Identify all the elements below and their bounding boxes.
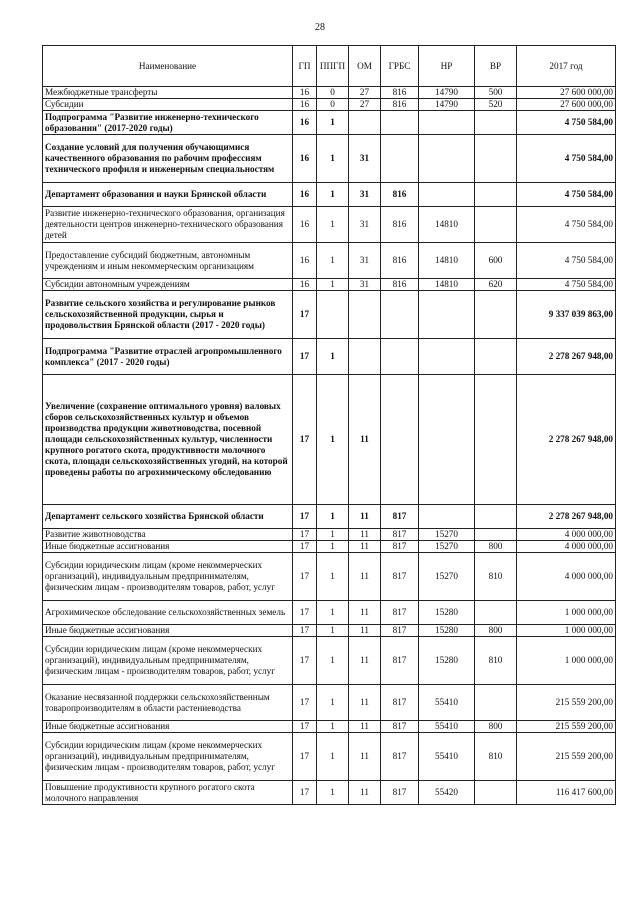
cell-gp: 16: [293, 183, 317, 207]
cell-nr: [419, 505, 475, 529]
cell-vr: 520: [475, 99, 517, 111]
cell-ppgp: 1: [317, 243, 349, 279]
cell-grbs: 817: [381, 541, 419, 553]
cell-om: 11: [349, 781, 381, 805]
table-row: [43, 637, 616, 685]
cell-amount: 2 278 267 948,00: [517, 375, 616, 505]
cell-nr: 14790: [419, 99, 475, 111]
cell-amount: 4 000 000,00: [517, 553, 616, 601]
cell-nr: 14810: [419, 279, 475, 291]
cell-gp: 17: [293, 375, 317, 505]
cell-om: 11: [349, 685, 381, 721]
cell-grbs: [381, 135, 419, 183]
cell-ppgp: 1: [317, 279, 349, 291]
cell-grbs: 817: [381, 529, 419, 541]
cell-ppgp: 0: [317, 99, 349, 111]
cell-om: 11: [349, 733, 381, 781]
cell-ppgp: 1: [317, 375, 349, 505]
cell-nr: [419, 375, 475, 505]
cell-ppgp: 1: [317, 685, 349, 721]
cell-amount: 4 750 584,00: [517, 207, 616, 243]
cell-ppgp: 1: [317, 339, 349, 375]
row-name: Развитие инженерно-технического образования, организация деятельности центров инженерно-технического образования детей: [43, 207, 293, 243]
cell-om: 11: [349, 721, 381, 733]
table-row: [43, 207, 616, 243]
cell-gp: 16: [293, 135, 317, 183]
header-nr: НР: [419, 46, 475, 87]
cell-gp: 17: [293, 733, 317, 781]
cell-vr: [475, 291, 517, 339]
table-row: [43, 87, 616, 99]
cell-ppgp: [317, 291, 349, 339]
cell-amount: 4 750 584,00: [517, 243, 616, 279]
cell-om: 31: [349, 207, 381, 243]
row-name: Подпрограмма "Развитие отраслей агропромышленного комплекса" (2017 - 2020 годы): [43, 339, 293, 375]
cell-vr: [475, 135, 517, 183]
cell-amount: 4 750 584,00: [517, 279, 616, 291]
cell-om: 11: [349, 505, 381, 529]
row-name: Иные бюджетные ассигнования: [43, 625, 293, 637]
header-gp: ГП: [293, 46, 317, 87]
table-row: [43, 339, 616, 375]
table-row: [43, 279, 616, 291]
cell-vr: 810: [475, 733, 517, 781]
cell-gp: 17: [293, 505, 317, 529]
cell-om: 31: [349, 135, 381, 183]
row-name: Иные бюджетные ассигнования: [43, 721, 293, 733]
header-ppgp: ППГП: [317, 46, 349, 87]
cell-ppgp: 1: [317, 625, 349, 637]
cell-vr: 810: [475, 637, 517, 685]
cell-gp: 17: [293, 637, 317, 685]
cell-amount: 9 337 039 863,00: [517, 291, 616, 339]
row-name: Оказание несвязанной поддержки сельскохозяйственным товаропроизводителям в области растениеводства: [43, 685, 293, 721]
cell-nr: 15270: [419, 529, 475, 541]
table-body: [43, 87, 616, 805]
cell-grbs: 817: [381, 637, 419, 685]
cell-grbs: 817: [381, 601, 419, 625]
row-name: Развитие сельского хозяйства и регулирование рынков сельскохозяйственной продукции, сырья и продовольствия Брянской области (2017 - 2020 годы): [43, 291, 293, 339]
cell-vr: [475, 781, 517, 805]
cell-gp: 17: [293, 781, 317, 805]
cell-ppgp: 0: [317, 87, 349, 99]
cell-nr: 15270: [419, 553, 475, 601]
cell-nr: [419, 135, 475, 183]
cell-amount: 4 000 000,00: [517, 529, 616, 541]
cell-ppgp: 1: [317, 505, 349, 529]
table-row: [43, 733, 616, 781]
cell-amount: 215 559 200,00: [517, 685, 616, 721]
table-row: [43, 685, 616, 721]
cell-nr: 55410: [419, 721, 475, 733]
cell-vr: 500: [475, 87, 517, 99]
cell-vr: [475, 601, 517, 625]
cell-nr: 14790: [419, 87, 475, 99]
cell-om: [349, 111, 381, 135]
table-row: [43, 529, 616, 541]
table-row: [43, 291, 616, 339]
table-row: [43, 135, 616, 183]
cell-vr: [475, 375, 517, 505]
cell-om: [349, 339, 381, 375]
cell-amount: 2 278 267 948,00: [517, 505, 616, 529]
cell-om: 11: [349, 529, 381, 541]
row-name: Увеличение (сохранение оптимального уровня) валовых сборов сельскохозяйственных культур и объемов производства продукции животноводства, посевной площади сельскохозяйственных культур, численности крупного рогатого скота, продуктивности молочного скота, площади сельскохозяйственных угодий, на которой проведены работы по агрохимическому обследованию: [43, 375, 293, 505]
table-row: [43, 625, 616, 637]
row-name: Повышение продуктивности крупного рогатого скота молочного направления: [43, 781, 293, 805]
header-om: ОМ: [349, 46, 381, 87]
cell-nr: 55410: [419, 685, 475, 721]
cell-gp: 17: [293, 553, 317, 601]
cell-amount: 215 559 200,00: [517, 733, 616, 781]
cell-grbs: 817: [381, 553, 419, 601]
cell-ppgp: 1: [317, 183, 349, 207]
cell-grbs: 816: [381, 207, 419, 243]
row-name: Развитие животноводства: [43, 529, 293, 541]
cell-om: 27: [349, 87, 381, 99]
cell-ppgp: 1: [317, 733, 349, 781]
cell-grbs: 817: [381, 505, 419, 529]
cell-nr: [419, 183, 475, 207]
header-name: Наименование: [43, 46, 293, 87]
cell-gp: 16: [293, 87, 317, 99]
cell-ppgp: 1: [317, 111, 349, 135]
cell-nr: 55410: [419, 733, 475, 781]
cell-grbs: [381, 111, 419, 135]
cell-vr: 800: [475, 625, 517, 637]
cell-gp: 17: [293, 339, 317, 375]
row-name: Субсидии автономным учреждениям: [43, 279, 293, 291]
cell-gp: 17: [293, 685, 317, 721]
cell-amount: 4 750 584,00: [517, 183, 616, 207]
cell-ppgp: 1: [317, 529, 349, 541]
table-row: [43, 111, 616, 135]
table-row: [43, 183, 616, 207]
cell-vr: [475, 529, 517, 541]
cell-nr: 15280: [419, 601, 475, 625]
cell-gp: 17: [293, 601, 317, 625]
cell-amount: 27 600 000,00: [517, 99, 616, 111]
row-name: Субсидии юридическим лицам (кроме некоммерческих организаций), индивидуальным предпринимателям, физическим лицам - производителям товаров, работ, услуг: [43, 553, 293, 601]
header-year-2017: 2017 год: [517, 46, 616, 87]
cell-om: 11: [349, 625, 381, 637]
cell-amount: 1 000 000,00: [517, 601, 616, 625]
cell-grbs: 817: [381, 733, 419, 781]
cell-om: 11: [349, 541, 381, 553]
cell-nr: 15280: [419, 625, 475, 637]
cell-gp: 17: [293, 291, 317, 339]
table-row: [43, 553, 616, 601]
cell-om: 11: [349, 553, 381, 601]
cell-nr: 55420: [419, 781, 475, 805]
row-name: Подпрограмма "Развитие инженерно-технического образования" (2017-2020 годы): [43, 111, 293, 135]
page-number: 28: [315, 22, 325, 33]
table-row: [43, 541, 616, 553]
cell-grbs: 817: [381, 625, 419, 637]
cell-gp: 16: [293, 111, 317, 135]
row-name: Предоставление субсидий бюджетным, автономным учреждениям и иным некоммерческим организациям: [43, 243, 293, 279]
cell-nr: [419, 291, 475, 339]
cell-om: 11: [349, 375, 381, 505]
cell-om: 31: [349, 183, 381, 207]
row-name: Департамент сельского хозяйства Брянской области: [43, 505, 293, 529]
table-row: [43, 505, 616, 529]
row-name: Субсидии юридическим лицам (кроме некоммерческих организаций), индивидуальным предпринимателям, физическим лицам - производителям товаров, работ, услуг: [43, 733, 293, 781]
cell-gp: 17: [293, 541, 317, 553]
row-name: Создание условий для получения обучающимися качественного образования по рабочим профессиям технического профиля и инженерным специальностям: [43, 135, 293, 183]
cell-amount: 2 278 267 948,00: [517, 339, 616, 375]
cell-nr: 15280: [419, 637, 475, 685]
cell-om: 27: [349, 99, 381, 111]
cell-vr: [475, 339, 517, 375]
cell-nr: 15270: [419, 541, 475, 553]
cell-ppgp: 1: [317, 781, 349, 805]
cell-ppgp: 1: [317, 541, 349, 553]
cell-vr: [475, 505, 517, 529]
row-name: Субсидии: [43, 99, 293, 111]
cell-ppgp: 1: [317, 637, 349, 685]
cell-vr: 800: [475, 721, 517, 733]
row-name: Межбюджетные трансферты: [43, 87, 293, 99]
cell-gp: 16: [293, 207, 317, 243]
row-name: Иные бюджетные ассигнования: [43, 541, 293, 553]
cell-vr: 620: [475, 279, 517, 291]
cell-amount: 4 000 000,00: [517, 541, 616, 553]
cell-grbs: [381, 291, 419, 339]
cell-nr: 14810: [419, 243, 475, 279]
cell-vr: [475, 183, 517, 207]
cell-vr: 810: [475, 553, 517, 601]
cell-nr: [419, 339, 475, 375]
cell-vr: 800: [475, 541, 517, 553]
cell-grbs: 817: [381, 721, 419, 733]
cell-grbs: 816: [381, 243, 419, 279]
cell-amount: 1 000 000,00: [517, 637, 616, 685]
cell-ppgp: 1: [317, 721, 349, 733]
table-row: [43, 781, 616, 805]
cell-grbs: 817: [381, 685, 419, 721]
cell-nr: 14810: [419, 207, 475, 243]
table-row: [43, 243, 616, 279]
table-row: [43, 721, 616, 733]
cell-grbs: 817: [381, 781, 419, 805]
cell-om: 11: [349, 637, 381, 685]
cell-om: [349, 291, 381, 339]
cell-ppgp: 1: [317, 553, 349, 601]
cell-gp: 17: [293, 529, 317, 541]
cell-vr: [475, 685, 517, 721]
cell-gp: 17: [293, 721, 317, 733]
cell-amount: 27 600 000,00: [517, 87, 616, 99]
row-name: Субсидии юридическим лицам (кроме некоммерческих организаций), индивидуальным предпринимателям, физическим лицам - производителям товаров, работ, услуг: [43, 637, 293, 685]
cell-grbs: 816: [381, 99, 419, 111]
cell-grbs: 816: [381, 183, 419, 207]
cell-grbs: [381, 339, 419, 375]
table-row: [43, 601, 616, 625]
row-name: Департамент образования и науки Брянской области: [43, 183, 293, 207]
cell-amount: 4 750 584,00: [517, 135, 616, 183]
cell-om: 31: [349, 243, 381, 279]
cell-ppgp: 1: [317, 207, 349, 243]
table-row: [43, 375, 616, 505]
cell-amount: 215 559 200,00: [517, 721, 616, 733]
cell-vr: 600: [475, 243, 517, 279]
cell-amount: 1 000 000,00: [517, 625, 616, 637]
cell-gp: 16: [293, 243, 317, 279]
header-vr: ВР: [475, 46, 517, 87]
cell-grbs: 816: [381, 279, 419, 291]
cell-gp: 17: [293, 625, 317, 637]
cell-nr: [419, 111, 475, 135]
cell-ppgp: 1: [317, 135, 349, 183]
cell-gp: 16: [293, 99, 317, 111]
budget-table: [42, 45, 616, 805]
cell-vr: [475, 207, 517, 243]
cell-ppgp: 1: [317, 601, 349, 625]
cell-gp: 16: [293, 279, 317, 291]
cell-amount: 4 750 584,00: [517, 111, 616, 135]
cell-om: 31: [349, 279, 381, 291]
cell-vr: [475, 111, 517, 135]
row-name: Агрохимическое обследование сельскохозяйственных земель: [43, 601, 293, 625]
cell-grbs: [381, 375, 419, 505]
table-row: [43, 99, 616, 111]
cell-amount: 116 417 600,00: [517, 781, 616, 805]
table-header-row: [43, 46, 616, 87]
cell-om: 11: [349, 601, 381, 625]
cell-grbs: 816: [381, 87, 419, 99]
header-grbs: ГРБС: [381, 46, 419, 87]
